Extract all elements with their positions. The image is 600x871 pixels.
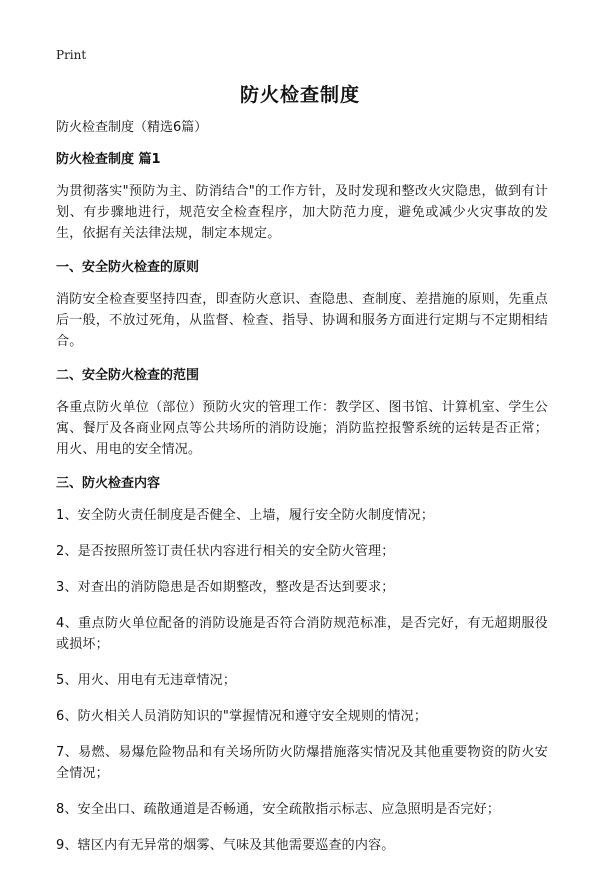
article-heading: 防火检查制度 篇1 <box>56 152 161 167</box>
list-item: 4、重点防火单位配备的消防设施是否符合消防规范标准，是否完好，有无超期服役或损坏； <box>56 616 548 652</box>
list-item: 1、安全防火责任制度是否健全、上墙，履行安全防火制度情况； <box>56 508 435 523</box>
list-item: 8、安全出口、疏散通道是否畅通，安全疏散指示标志、应急照明是否完好； <box>56 802 501 817</box>
list-item: 5、用火、用电有无违章情况； <box>56 673 237 688</box>
document-title: 防火检查制度 <box>239 84 360 106</box>
list-item: 6、防火相关人员消防知识的"掌握情况和遵守安全规则的情况； <box>56 709 428 724</box>
section-heading-scope: 二、安全防火检查的范围 <box>56 368 200 383</box>
inspection-items-list <box>56 505 548 856</box>
list-item: 2、是否按照所签订责任状内容进行相关的安全防火管理； <box>56 544 395 559</box>
section-heading-principles: 一、安全防火检查的原则 <box>56 260 200 275</box>
section-heading-content: 三、防火检查内容 <box>56 476 161 491</box>
section-body-scope: 各重点防火单位（部位）预防火灾的管理工作：教学区、图书馆、计算机室、学生公寓、餐厅及各商业网点等公共场所的消防设施；消防监控报警系统的运转是否正常；用火、用电的安全情况。 <box>56 400 548 457</box>
list-item: 9、辖区内有无异常的烟雾、气味及其他需要巡查的内容。 <box>56 838 395 853</box>
section-body-principles: 消防安全检查要坚持四查，即查防火意识、查隐患、查制度、差措施的原则，先重点后一般，不放过死角，从监督、检查、指导、协调和服务方面进行定期与不定期相结合。 <box>56 292 548 349</box>
list-item: 7、易燃、易爆危险物品和有关场所防火防爆措施落实情况及其他重要物资的防火安全情况； <box>56 745 548 781</box>
intro-paragraph: 为贯彻落实"预防为主、防消结合"的工作方针，及时发现和整改火灾隐患，做到有计划、有步骤地进行，规范安全检查程序，加大防范力度，避免或减少火灾事故的发生，依据有关法律法规，制定本规定。 <box>56 184 548 241</box>
document-body <box>56 118 548 871</box>
list-item: 3、对查出的消防隐患是否如期整改，整改是否达到要求； <box>56 580 395 595</box>
print-link[interactable]: Print <box>56 48 87 62</box>
document-subtitle: 防火检查制度（精选6篇） <box>56 120 208 135</box>
